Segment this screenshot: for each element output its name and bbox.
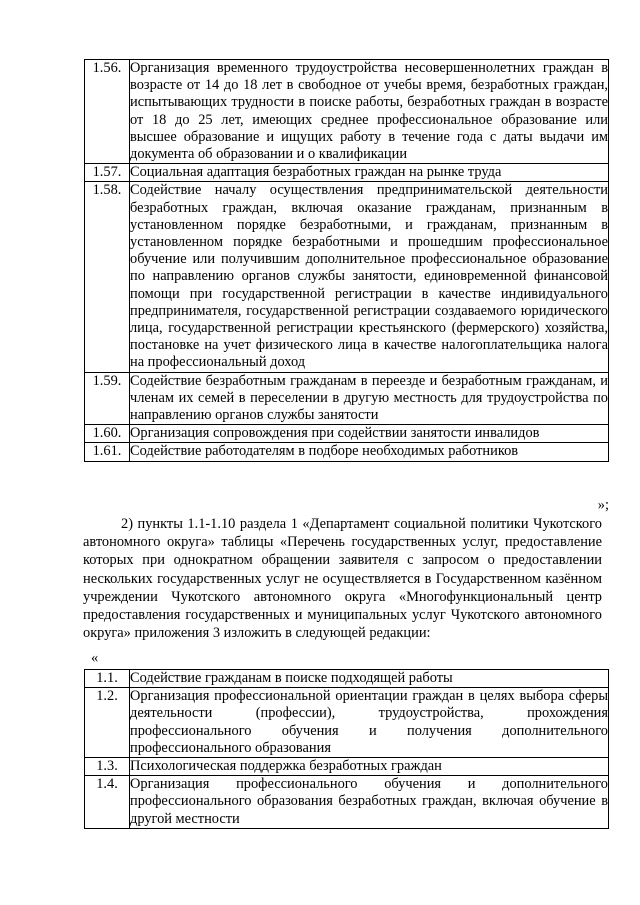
row-number: 1.60. [85,425,130,443]
table-row [85,776,609,829]
row-text: Содействие гражданам в поиске подходящей работы [130,670,609,688]
row-number: 1.56. [85,60,130,164]
row-text: Организация временного трудоустройства несовершеннолетних граждан в возрасте от 14 до 18 лет в свободное от учебы время, безработных граждан, испытывающих трудности в поиске работы, безработных граждан в возрасте от 18 до 25 лет, имеющих среднее профессиональное образование или высшее образование и ищущих работу в течение года с даты выдачи им документа об образовании и о квалификации [130,60,608,163]
services-table-new [84,669,609,829]
row-text: Содействие безработным гражданам в переезде и безработным гражданам, и членам их семей в переселении в другую местность для трудоустройства по направлению органов службы занятости [130,372,608,424]
table-row [85,443,609,461]
opening-quote: « [91,650,99,666]
table-row [85,60,609,164]
row-text: Социальная адаптация безработных граждан на рынке труда [130,164,609,182]
row-text: Психологическая поддержка безработных граждан [130,758,609,776]
closing-quote: »; [597,497,609,513]
row-number: 1.2. [85,688,130,758]
table-row [85,758,609,776]
row-text: Организация профессиональной ориентации граждан в целях выбора сферы деятельности (профессии), трудоустройства, прохождения профессионального обучения и получения дополнительного профессионального образования [130,688,608,756]
table-row [85,425,609,443]
table-row [85,164,609,182]
row-number: 1.4. [85,776,130,829]
amendment-paragraph: 2) пункты 1.1-1.10 раздела 1 «Департамент социальной политики Чукотского автономного округа» таблицы «Перечень государственных услуг, предоставление которых при однократном обращении заявителя с запросом о предоставлении нескольких государственных услуг не осуществляется в Государственном казённом учреждении Чукотского автономного округа «Многофункциональный центр предоставления государственных и муниципальных услуг Чукотского автономного округа» приложения 3 изложить в следующей редакции: [83,516,602,642]
row-text: Содействие началу осуществления предпринимательской деятельности безработных граждан, включая оказание гражданам, признанным в установленном порядке безработными, и гражданам, признанным в установленном порядке безработными и прошедшим профессиональное обучение или получившим дополнительное профессиональное образование по направлению органов службы занятости, единовременной финансовой помощи при государственной регистрации в качестве индивидуального предпринимателя, государственной регистрации создаваемого юридического лица, государственной регистрации крестьянского (фермерского) хозяйства, постановке на учет физического лица в качестве налогоплательщика налога на профессиональный доход [130,182,608,371]
table-row [85,182,609,372]
row-number: 1.58. [85,182,130,372]
row-number: 1.57. [85,164,130,182]
row-text: Содействие работодателям в подборе необходимых работников [130,443,609,461]
table-row [85,688,609,758]
row-text: Организация профессионального обучения и дополнительного профессионального образования безработных граждан, включая обучение в другой местности [130,776,608,827]
table-row [85,372,609,425]
services-table-continued [84,59,609,462]
row-number: 1.1. [85,670,130,688]
row-number: 1.61. [85,443,130,461]
table-row [85,670,609,688]
row-number: 1.3. [85,758,130,776]
row-text: Организация сопровождения при содействии занятости инвалидов [130,425,609,443]
row-number: 1.59. [85,372,130,425]
